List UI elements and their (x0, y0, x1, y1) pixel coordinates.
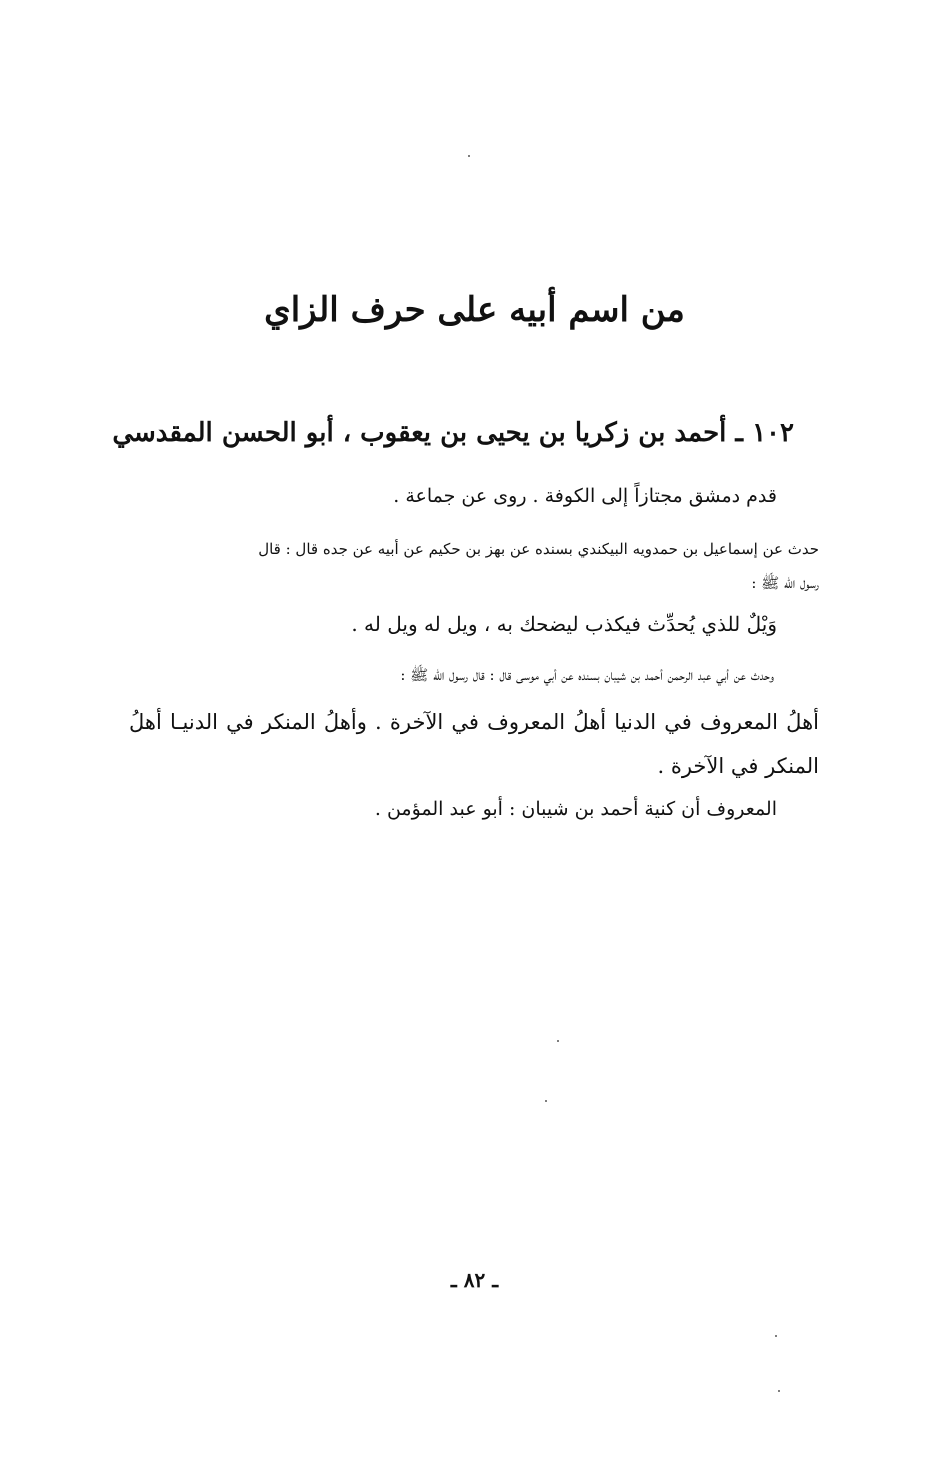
scan-speck (778, 1390, 780, 1392)
hadith1-text: وَيْلٌ للذي يُحدِّث فيكذب ليضحك به ، ويل له ويل له . (351, 612, 777, 636)
entry-heading: ١٠٢ ـ أحمد بن زكريا بن يحيى بن يعقوب ، أبو الحسن المقدسي (112, 418, 794, 448)
hadith2-chain: وحدث عن أبي عبد الرحمن أحمد بن شيبان بسنده عن أبي موسى قال : قال رسول الله ﷺ : (400, 666, 774, 684)
chapter-title: من اسم أبيه على حرف الزاي (264, 290, 685, 330)
hadith1-chain-line1: حدث عن إسماعيل بن حمدويه البيكندي بسنده عن بهز بن حكيم عن أبيه عن جده قال : قال (258, 540, 819, 558)
editor-note: المعروف أن كنية أحمد بن شيبان : أبو عبد المؤمن . (374, 798, 777, 820)
hadith1-chain-line2: رسول الله ﷺ : (751, 574, 819, 592)
scan-speck (775, 1335, 777, 1337)
scan-speck (557, 1040, 559, 1042)
scan-speck (468, 155, 470, 157)
page-number: ـ ٨٢ ـ (450, 1268, 499, 1292)
entry-intro: قدم دمشق مجتازاً إلى الكوفة . روى عن جماعة . (393, 485, 777, 507)
scan-speck (545, 1100, 547, 1102)
hadith2-text: أهلُ المعروف في الدنيا أهلُ المعروف في الآخرة . وأهلُ المنكر في الدنيـا أهلُ المنكر في الآخرة . (129, 710, 819, 778)
